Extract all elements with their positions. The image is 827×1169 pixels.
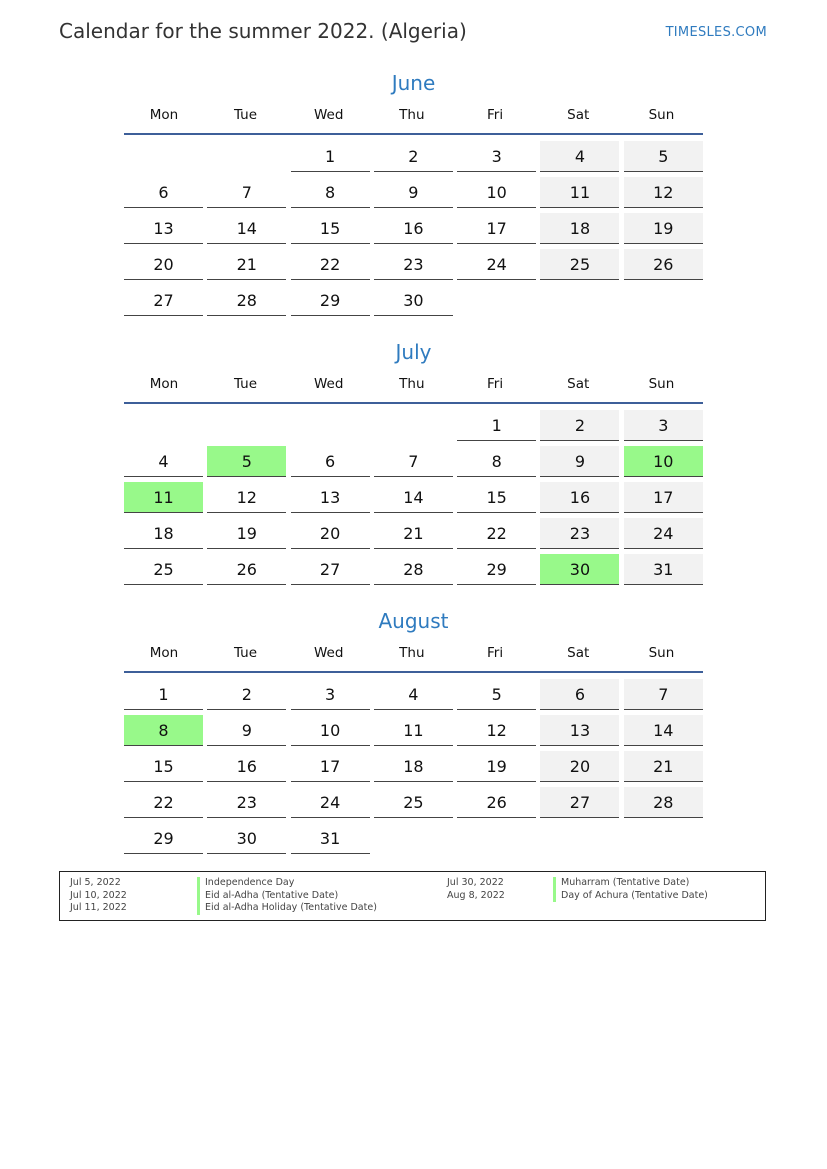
legend-date: Jul 5, 2022 xyxy=(70,877,121,888)
empty-day-cell xyxy=(540,285,619,316)
day-grid xyxy=(124,410,703,585)
weekday-label: Mon xyxy=(149,107,179,123)
weekend-day-cell: 20 xyxy=(540,751,619,782)
day-cell: 8 xyxy=(291,177,370,208)
legend-names-right xyxy=(554,877,708,902)
day-cell: 26 xyxy=(207,554,286,585)
holiday-day-cell: 11 xyxy=(124,482,203,513)
legend-holiday-name: Day of Achura (Tentative Date) xyxy=(561,889,708,901)
weekend-day-cell: 23 xyxy=(540,518,619,549)
weekend-day-cell: 25 xyxy=(540,249,619,280)
weekend-day-cell: 11 xyxy=(540,177,619,208)
weekend-day-cell: 14 xyxy=(624,715,703,746)
legend-names-left xyxy=(198,877,377,915)
weekday-label: Sat xyxy=(567,645,590,661)
empty-day-cell xyxy=(207,410,286,441)
legend-date: Jul 11, 2022 xyxy=(70,902,127,913)
day-cell: 13 xyxy=(124,213,203,244)
day-cell: 18 xyxy=(124,518,203,549)
weekend-day-cell: 18 xyxy=(540,213,619,244)
month-title: July xyxy=(395,340,432,364)
weekend-day-cell: 28 xyxy=(624,787,703,818)
day-cell: 18 xyxy=(374,751,453,782)
legend-date: Aug 8, 2022 xyxy=(447,889,505,901)
day-cell: 25 xyxy=(374,787,453,818)
month-divider xyxy=(124,133,703,135)
day-cell: 27 xyxy=(291,554,370,585)
day-cell: 7 xyxy=(207,177,286,208)
weekday-label: Sat xyxy=(567,107,590,123)
day-cell: 24 xyxy=(457,249,536,280)
weekday-label: Sat xyxy=(567,376,590,392)
month-title: June xyxy=(391,71,436,95)
day-cell: 5 xyxy=(457,679,536,710)
weekend-day-cell: 12 xyxy=(624,177,703,208)
day-cell: 16 xyxy=(374,213,453,244)
day-cell: 1 xyxy=(291,141,370,172)
weekday-label: Fri xyxy=(487,645,504,661)
day-cell: 14 xyxy=(207,213,286,244)
day-cell: 21 xyxy=(207,249,286,280)
weekend-day-cell: 27 xyxy=(540,787,619,818)
legend-holiday-name: Muharram (Tentative Date) xyxy=(561,877,690,888)
day-cell: 20 xyxy=(124,249,203,280)
day-grid xyxy=(124,679,703,854)
day-cell: 30 xyxy=(374,285,453,316)
day-cell: 16 xyxy=(207,751,286,782)
day-cell: 10 xyxy=(457,177,536,208)
weekend-day-cell: 9 xyxy=(540,446,619,477)
day-cell: 9 xyxy=(374,177,453,208)
weekend-day-cell: 4 xyxy=(540,141,619,172)
weekday-label: Tue xyxy=(233,645,258,661)
weekend-day-cell: 6 xyxy=(540,679,619,710)
weekday-header xyxy=(124,372,703,396)
day-cell: 29 xyxy=(291,285,370,316)
day-cell: 22 xyxy=(124,787,203,818)
day-cell: 17 xyxy=(457,213,536,244)
empty-day-cell xyxy=(124,410,203,441)
day-cell: 20 xyxy=(291,518,370,549)
day-cell: 25 xyxy=(124,554,203,585)
month-divider xyxy=(124,671,703,673)
empty-day-cell xyxy=(624,823,703,854)
day-cell: 1 xyxy=(124,679,203,710)
weekday-label: Fri xyxy=(487,376,504,392)
empty-day-cell xyxy=(291,410,370,441)
empty-day-cell xyxy=(374,823,453,854)
weekday-label: Wed xyxy=(313,107,344,123)
empty-day-cell xyxy=(624,285,703,316)
day-cell: 29 xyxy=(457,554,536,585)
empty-day-cell xyxy=(540,823,619,854)
legend-date: Jul 10, 2022 xyxy=(70,889,127,901)
day-cell: 17 xyxy=(291,751,370,782)
legend-dates-right xyxy=(447,877,505,902)
weekend-day-cell: 2 xyxy=(540,410,619,441)
site-link[interactable]: TIMESLES.COM xyxy=(665,25,767,40)
page-title: Calendar for the summer 2022. (Algeria) xyxy=(59,19,467,43)
day-cell: 7 xyxy=(374,446,453,477)
day-cell: 15 xyxy=(291,213,370,244)
month-title: August xyxy=(378,609,449,633)
day-cell: 6 xyxy=(124,177,203,208)
month-divider xyxy=(124,402,703,404)
day-cell: 1 xyxy=(457,410,536,441)
day-grid xyxy=(124,141,703,316)
weekend-day-cell: 5 xyxy=(624,141,703,172)
month-june xyxy=(124,69,703,316)
day-cell: 10 xyxy=(291,715,370,746)
weekday-label: Mon xyxy=(149,645,179,661)
day-cell: 28 xyxy=(207,285,286,316)
day-cell: 9 xyxy=(207,715,286,746)
day-cell: 30 xyxy=(207,823,286,854)
weekend-day-cell: 16 xyxy=(540,482,619,513)
weekend-day-cell: 7 xyxy=(624,679,703,710)
weekday-label: Wed xyxy=(313,376,344,392)
legend-dates-left xyxy=(70,877,127,915)
day-cell: 27 xyxy=(124,285,203,316)
weekday-label: Sun xyxy=(648,107,675,123)
empty-day-cell xyxy=(457,823,536,854)
day-cell: 12 xyxy=(457,715,536,746)
weekday-label: Thu xyxy=(399,645,425,661)
day-cell: 2 xyxy=(207,679,286,710)
day-cell: 22 xyxy=(457,518,536,549)
weekday-label: Tue xyxy=(233,376,258,392)
weekday-label: Wed xyxy=(313,645,344,661)
weekend-day-cell: 13 xyxy=(540,715,619,746)
day-cell: 19 xyxy=(207,518,286,549)
weekday-label: Mon xyxy=(149,376,179,392)
day-cell: 21 xyxy=(374,518,453,549)
day-cell: 22 xyxy=(291,249,370,280)
day-cell: 2 xyxy=(374,141,453,172)
day-cell: 4 xyxy=(124,446,203,477)
legend-holiday-name: Eid al-Adha Holiday (Tentative Date) xyxy=(205,902,377,913)
day-cell: 28 xyxy=(374,554,453,585)
day-cell: 12 xyxy=(207,482,286,513)
holiday-day-cell: 10 xyxy=(624,446,703,477)
weekend-day-cell: 19 xyxy=(624,213,703,244)
empty-day-cell xyxy=(207,141,286,172)
day-cell: 3 xyxy=(457,141,536,172)
day-cell: 26 xyxy=(457,787,536,818)
holiday-legend xyxy=(59,871,766,921)
holiday-day-cell: 8 xyxy=(124,715,203,746)
day-cell: 8 xyxy=(457,446,536,477)
day-cell: 15 xyxy=(124,751,203,782)
day-cell: 15 xyxy=(457,482,536,513)
empty-day-cell xyxy=(374,410,453,441)
legend-date: Jul 30, 2022 xyxy=(447,877,504,888)
day-cell: 4 xyxy=(374,679,453,710)
month-august xyxy=(124,607,703,854)
weekday-header xyxy=(124,103,703,127)
day-cell: 23 xyxy=(207,787,286,818)
day-cell: 11 xyxy=(374,715,453,746)
weekday-label: Fri xyxy=(487,107,504,123)
weekday-label: Thu xyxy=(399,107,425,123)
weekend-day-cell: 21 xyxy=(624,751,703,782)
day-cell: 19 xyxy=(457,751,536,782)
holiday-day-cell: 5 xyxy=(207,446,286,477)
day-cell: 6 xyxy=(291,446,370,477)
legend-holiday-name: Eid al-Adha (Tentative Date) xyxy=(205,889,339,901)
empty-day-cell xyxy=(124,141,203,172)
weekday-label: Thu xyxy=(399,376,425,392)
day-cell: 24 xyxy=(291,787,370,818)
weekday-label: Tue xyxy=(233,107,258,123)
day-cell: 14 xyxy=(374,482,453,513)
weekend-day-cell: 3 xyxy=(624,410,703,441)
holiday-day-cell: 30 xyxy=(540,554,619,585)
weekend-day-cell: 31 xyxy=(624,554,703,585)
weekday-label: Sun xyxy=(648,645,675,661)
weekday-header xyxy=(124,641,703,665)
legend-holiday-name: Independence Day xyxy=(205,877,295,888)
weekend-day-cell: 24 xyxy=(624,518,703,549)
day-cell: 23 xyxy=(374,249,453,280)
day-cell: 13 xyxy=(291,482,370,513)
day-cell: 29 xyxy=(124,823,203,854)
empty-day-cell xyxy=(457,285,536,316)
day-cell: 31 xyxy=(291,823,370,854)
weekday-label: Sun xyxy=(648,376,675,392)
day-cell: 3 xyxy=(291,679,370,710)
weekend-day-cell: 17 xyxy=(624,482,703,513)
weekend-day-cell: 26 xyxy=(624,249,703,280)
month-july xyxy=(124,338,703,585)
